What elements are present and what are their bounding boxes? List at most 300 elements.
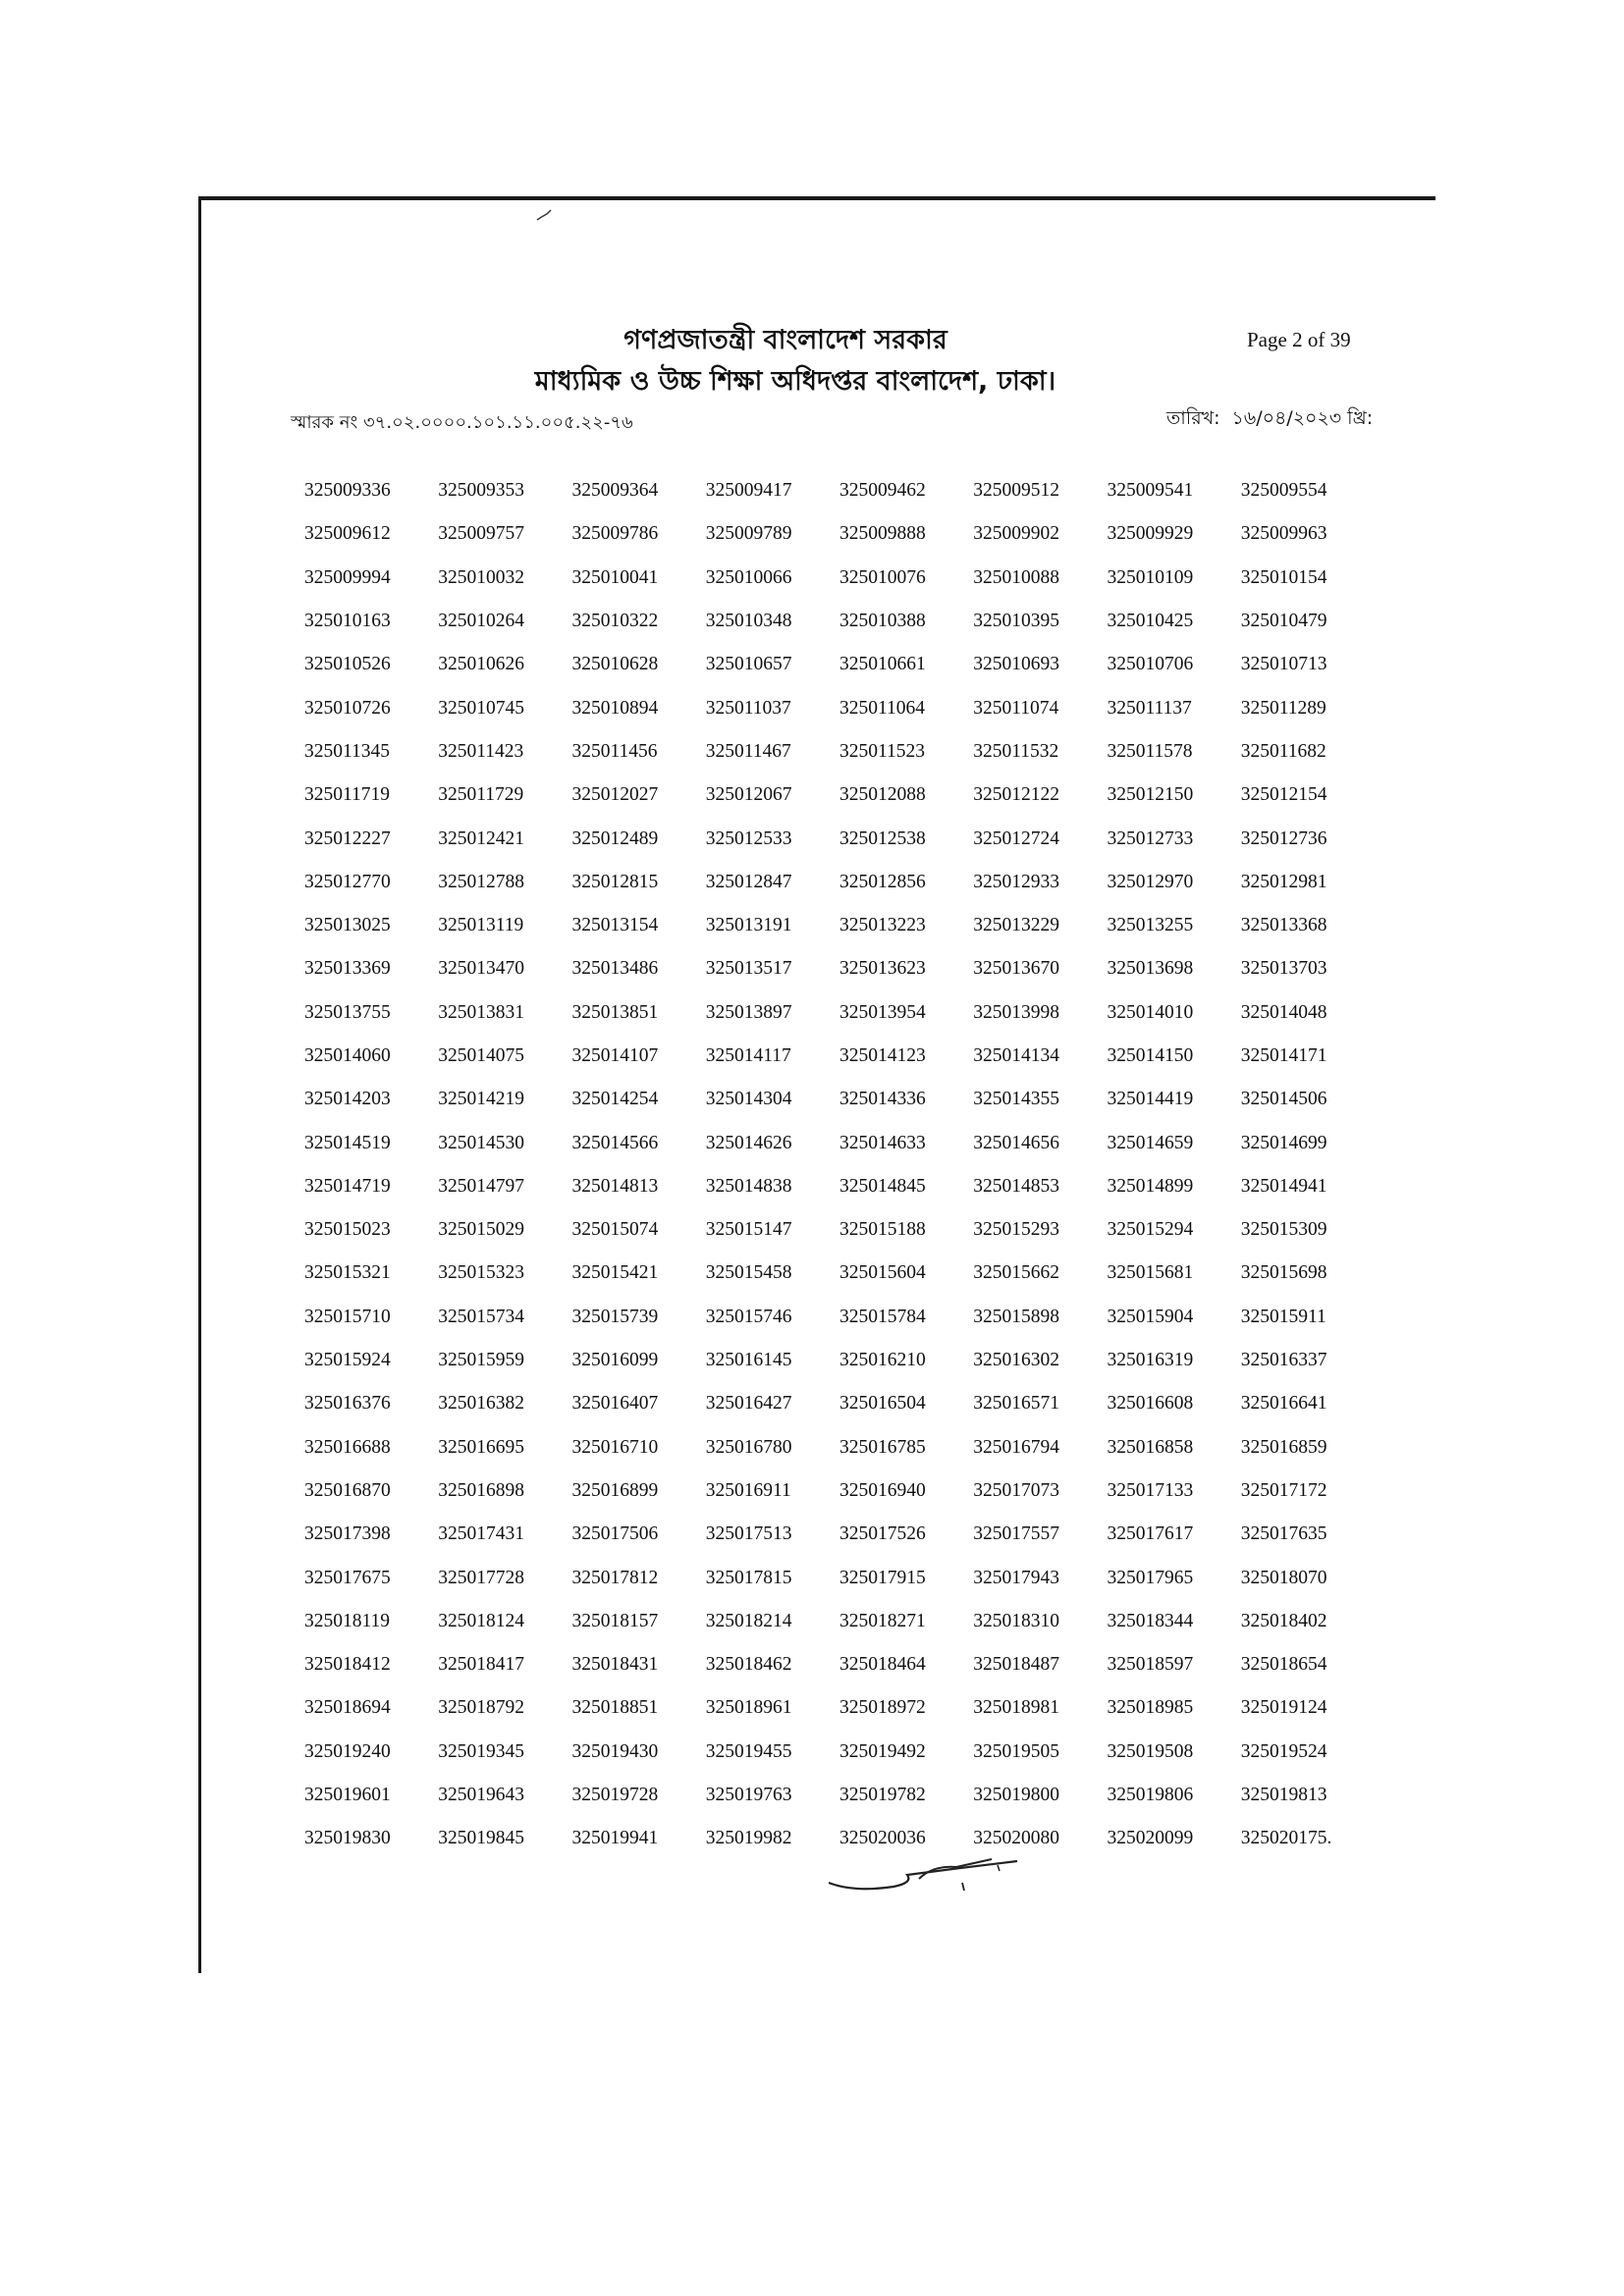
roll-number-cell: 325010425 (1107, 611, 1194, 632)
roll-number-cell: 325011137 (1107, 697, 1192, 719)
roll-number-cell: 325016382 (438, 1393, 524, 1415)
roll-number-cell: 325017943 (973, 1567, 1059, 1588)
roll-number-cell: 325014530 (438, 1132, 524, 1153)
signature (825, 1845, 1021, 1904)
roll-number-table (304, 469, 1375, 1861)
roll-number-cell: 325018961 (705, 1697, 792, 1719)
roll-number-cell: 325015784 (839, 1306, 926, 1327)
roll-number-cell: 325012815 (571, 871, 659, 892)
roll-number-cell: 325018310 (973, 1610, 1059, 1631)
roll-number-cell: 325014633 (839, 1132, 926, 1153)
roll-number-cell: 325012122 (973, 784, 1059, 806)
roll-number-cell: 325015147 (705, 1219, 792, 1241)
roll-number-cell: 325009902 (973, 523, 1059, 545)
roll-number-cell: 325014171 (1240, 1045, 1327, 1066)
roll-number-cell: 325017915 (839, 1567, 926, 1588)
table-row (304, 1078, 1375, 1121)
roll-number-cell: 325017506 (571, 1523, 659, 1545)
roll-number-cell: 325009757 (438, 523, 524, 545)
roll-number-cell: 325015604 (839, 1262, 926, 1284)
roll-number-cell: 325016608 (1107, 1393, 1194, 1415)
table-row (304, 1426, 1375, 1469)
roll-number-cell: 325016794 (973, 1436, 1059, 1458)
roll-number-cell: 325019455 (705, 1740, 792, 1762)
roll-number-cell: 325010041 (571, 566, 659, 588)
roll-number-cell: 325018972 (839, 1697, 926, 1719)
roll-number-cell: 325010713 (1240, 654, 1327, 675)
roll-number-cell: 325015746 (705, 1306, 792, 1327)
roll-number-cell: 325017728 (438, 1567, 524, 1588)
roll-number-cell: 325013897 (705, 1001, 792, 1023)
roll-number-cell: 325010726 (304, 697, 391, 719)
roll-number-cell: 325010109 (1107, 566, 1194, 588)
roll-number-cell: 325017965 (1107, 1567, 1194, 1588)
roll-number-cell: 325019508 (1107, 1740, 1194, 1762)
roll-number-cell: 325010348 (705, 611, 792, 632)
roll-number-cell: 325012847 (705, 871, 792, 892)
roll-number-cell: 325013670 (973, 958, 1059, 980)
roll-number-cell: 325009963 (1240, 523, 1327, 545)
table-row (304, 1513, 1375, 1556)
roll-number-cell: 325015924 (304, 1350, 391, 1371)
date-line (1166, 404, 1373, 436)
roll-number-cell: 325011423 (438, 740, 524, 762)
roll-number-cell: 325009512 (973, 480, 1059, 502)
roll-number-cell: 325013255 (1107, 915, 1194, 936)
roll-number-cell: 325012088 (839, 784, 926, 806)
roll-number-cell: 325012154 (1240, 784, 1327, 806)
roll-number-cell: 325012067 (705, 784, 792, 806)
roll-number-cell: 325014117 (705, 1045, 791, 1066)
roll-number-cell: 325012724 (973, 828, 1059, 849)
roll-number-cell: 325019492 (839, 1740, 926, 1762)
memo-number: স্মারক নং ৩৭.০২.০০০০.১০১.১১.০০৫.২২-৭৬ (291, 412, 633, 433)
roll-number-cell: 325012533 (705, 828, 792, 849)
roll-number-cell: 325018431 (571, 1654, 659, 1676)
roll-number-cell: 325014699 (1240, 1132, 1327, 1153)
roll-number-cell: 325019728 (571, 1785, 659, 1806)
table-row (304, 512, 1375, 556)
roll-number-cell: 325009353 (438, 480, 524, 502)
roll-number-cell: 325011719 (304, 784, 391, 806)
table-row (304, 1643, 1375, 1686)
roll-number-cell: 325010628 (571, 654, 659, 675)
roll-number-cell: 325011532 (973, 740, 1059, 762)
roll-number-cell: 325020080 (973, 1828, 1059, 1849)
table-row (304, 1339, 1375, 1382)
roll-number-cell: 325016302 (973, 1350, 1059, 1371)
roll-number-cell: 325013623 (839, 958, 926, 980)
roll-number-cell: 325013229 (973, 915, 1059, 936)
roll-number-cell: 325016145 (705, 1350, 792, 1371)
roll-number-cell: 325015293 (973, 1219, 1059, 1241)
roll-number-cell: 325010388 (839, 611, 926, 632)
roll-number-cell: 325018402 (1240, 1610, 1327, 1631)
roll-number-cell: 325018597 (1107, 1654, 1194, 1676)
roll-number-cell: 325016858 (1107, 1436, 1194, 1458)
table-row (304, 469, 1375, 512)
table-row (304, 730, 1375, 774)
roll-number-cell: 325012227 (304, 828, 391, 849)
roll-number-cell: 325016899 (571, 1479, 659, 1501)
roll-number-cell: 325015911 (1240, 1306, 1326, 1327)
roll-number-cell: 325013517 (705, 958, 792, 980)
roll-number-cell: 325016504 (839, 1393, 926, 1415)
roll-number-cell: 325014123 (839, 1045, 926, 1066)
roll-number-cell: 325012933 (973, 871, 1059, 892)
roll-number-cell: 325016785 (839, 1436, 926, 1458)
table-row (304, 774, 1375, 817)
table-row (304, 1296, 1375, 1339)
roll-number-cell: 325015321 (304, 1262, 391, 1284)
roll-number-cell: 325017172 (1240, 1479, 1327, 1501)
roll-number-cell: 325017815 (705, 1567, 792, 1588)
roll-number-cell: 325018119 (304, 1610, 391, 1631)
roll-number-cell: 325013119 (438, 915, 524, 936)
roll-number-cell: 325014075 (438, 1045, 524, 1066)
roll-number-cell: 325015662 (973, 1262, 1059, 1284)
roll-number-cell: 325010088 (973, 566, 1059, 588)
roll-number-cell: 325011037 (705, 697, 791, 719)
roll-number-cell: 325011467 (705, 740, 791, 762)
roll-number-cell: 325014719 (304, 1175, 391, 1197)
table-row (304, 1469, 1375, 1513)
table-row (304, 686, 1375, 729)
roll-number-cell: 325014150 (1107, 1045, 1194, 1066)
roll-number-cell: 325015898 (973, 1306, 1059, 1327)
roll-number-cell: 325019643 (438, 1785, 524, 1806)
roll-number-cell: 325015188 (839, 1219, 926, 1241)
roll-number-cell: 325017073 (973, 1479, 1059, 1501)
roll-number-cell: 325016898 (438, 1479, 524, 1501)
roll-number-cell: 325016859 (1240, 1436, 1327, 1458)
table-row (304, 1382, 1375, 1425)
roll-number-cell: 325010479 (1240, 611, 1327, 632)
roll-number-cell: 325010693 (973, 654, 1059, 675)
roll-number-cell: 325013154 (571, 915, 659, 936)
roll-number-cell: 325016571 (973, 1393, 1059, 1415)
roll-number-cell: 325019782 (839, 1785, 926, 1806)
roll-number-cell: 325017675 (304, 1567, 391, 1588)
roll-number-cell: 325009336 (304, 480, 391, 502)
roll-number-cell: 325010745 (438, 697, 524, 719)
roll-number-cell: 325015023 (304, 1219, 391, 1241)
roll-number-cell: 325018981 (973, 1697, 1059, 1719)
table-row (304, 557, 1375, 600)
roll-number-cell: 325015698 (1240, 1262, 1327, 1284)
roll-number-cell: 325009541 (1107, 480, 1194, 502)
date-label: তারিখ: (1166, 407, 1220, 429)
roll-number-cell: 325012027 (571, 784, 659, 806)
roll-number-cell: 325009789 (705, 523, 792, 545)
roll-number-cell: 325016376 (304, 1393, 391, 1415)
roll-number-cell: 325013368 (1240, 915, 1327, 936)
roll-number-cell: 325014853 (973, 1175, 1059, 1197)
roll-number-cell: 325014304 (705, 1089, 792, 1110)
roll-number-cell: 325010066 (705, 566, 792, 588)
roll-number-cell: 325018464 (839, 1654, 926, 1676)
table-row (304, 1035, 1375, 1078)
table-row (304, 991, 1375, 1035)
directorate-title: মাধ্যমিক ও উচ্চ শিক্ষা অধিদপ্তর বাংলাদেশ, ঢাকা। (534, 366, 1056, 397)
table-row (304, 861, 1375, 904)
roll-number-cell: 325011074 (973, 697, 1059, 719)
table-row (304, 1600, 1375, 1643)
roll-number-cell: 325011523 (839, 740, 926, 762)
roll-number-cell: 325011456 (571, 740, 658, 762)
roll-number-cell: 325020099 (1107, 1828, 1194, 1849)
roll-number-cell: 325016780 (705, 1436, 792, 1458)
table-row (304, 1165, 1375, 1208)
roll-number-cell: 325013191 (705, 915, 792, 936)
roll-number-cell: 325009929 (1107, 523, 1194, 545)
roll-number-cell: 325009462 (839, 480, 926, 502)
roll-number-cell: 325014219 (438, 1089, 524, 1110)
roll-number-cell: 325012788 (438, 871, 524, 892)
roll-number-cell: 325014107 (571, 1045, 659, 1066)
roll-number-cell: 325017398 (304, 1523, 391, 1545)
roll-number-cell: 325018214 (705, 1610, 792, 1631)
roll-number-cell: 325011289 (1240, 697, 1326, 719)
roll-number-cell: 325012421 (438, 828, 524, 849)
roll-number-cell: 325010626 (438, 654, 524, 675)
roll-number-cell: 325018157 (571, 1610, 659, 1631)
roll-number-cell: 325014519 (304, 1132, 391, 1153)
roll-number-cell: 325014134 (973, 1045, 1059, 1066)
roll-number-cell: 325013703 (1240, 958, 1327, 980)
roll-number-cell: 325016641 (1240, 1393, 1327, 1415)
roll-number-cell: 325010163 (304, 611, 391, 632)
table-row (304, 643, 1375, 686)
roll-number-cell: 325020036 (839, 1828, 926, 1849)
table-row (304, 600, 1375, 643)
roll-number-cell: 325018462 (705, 1654, 792, 1676)
roll-number-cell: 325018792 (438, 1697, 524, 1719)
roll-number-cell: 325014626 (705, 1132, 792, 1153)
roll-number-cell: 325014203 (304, 1089, 391, 1110)
roll-number-cell: 325016319 (1107, 1350, 1194, 1371)
roll-number-cell: 325016427 (705, 1393, 792, 1415)
roll-number-cell: 325016870 (304, 1479, 391, 1501)
roll-number-cell: 325015294 (1107, 1219, 1194, 1241)
roll-number-cell: 325016407 (571, 1393, 659, 1415)
roll-number-cell: 325009612 (304, 523, 391, 545)
roll-number-cell: 325015739 (571, 1306, 659, 1327)
roll-number-cell: 325018412 (304, 1654, 391, 1676)
roll-number-cell: 325019240 (304, 1740, 391, 1762)
roll-number-cell: 325019845 (438, 1828, 524, 1849)
roll-number-cell: 325020175. (1240, 1828, 1332, 1849)
roll-number-cell: 325010657 (705, 654, 792, 675)
roll-number-cell: 325010322 (571, 611, 659, 632)
roll-number-cell: 325019806 (1107, 1785, 1194, 1806)
roll-number-cell: 325017617 (1107, 1523, 1194, 1545)
roll-number-cell: 325011345 (304, 740, 391, 762)
roll-number-cell: 325018271 (839, 1610, 926, 1631)
page-number: Page 2 of 39 (1247, 328, 1351, 351)
roll-number-cell: 325010154 (1240, 566, 1327, 588)
roll-number-cell: 325015458 (705, 1262, 792, 1284)
roll-number-cell: 325019524 (1240, 1740, 1327, 1762)
roll-number-cell: 325010032 (438, 566, 524, 588)
roll-number-cell: 325012970 (1107, 871, 1194, 892)
roll-number-cell: 325009888 (839, 523, 926, 545)
stray-ink-mark (535, 208, 555, 222)
roll-number-cell: 325012981 (1240, 871, 1327, 892)
roll-number-cell: 325016099 (571, 1350, 659, 1371)
roll-number-cell: 325010894 (571, 697, 659, 719)
roll-number-cell: 325010076 (839, 566, 926, 588)
roll-number-cell: 325009417 (705, 480, 792, 502)
roll-number-cell: 325015323 (438, 1262, 524, 1284)
roll-number-cell: 325014797 (438, 1175, 524, 1197)
roll-number-cell: 325014010 (1107, 1001, 1194, 1023)
roll-number-cell: 325013851 (571, 1001, 659, 1023)
roll-number-cell: 325016337 (1240, 1350, 1327, 1371)
roll-number-cell: 325012150 (1107, 784, 1194, 806)
roll-number-table-body (304, 469, 1375, 1861)
roll-number-cell: 325012856 (839, 871, 926, 892)
roll-number-cell: 325015681 (1107, 1262, 1194, 1284)
roll-number-cell: 325017635 (1240, 1523, 1327, 1545)
left-border-rule (198, 196, 201, 1973)
roll-number-cell: 325012736 (1240, 828, 1327, 849)
roll-number-cell: 325018487 (973, 1654, 1059, 1676)
roll-number-cell: 325017557 (973, 1523, 1059, 1545)
roll-number-cell: 325015309 (1240, 1219, 1327, 1241)
roll-number-cell: 325018985 (1107, 1697, 1194, 1719)
roll-number-cell: 325019505 (973, 1740, 1059, 1762)
roll-number-cell: 325013470 (438, 958, 524, 980)
table-row (304, 1252, 1375, 1295)
roll-number-cell: 325015029 (438, 1219, 524, 1241)
roll-number-cell: 325018344 (1107, 1610, 1194, 1631)
roll-number-cell: 325016210 (839, 1350, 926, 1371)
roll-number-cell: 325009554 (1240, 480, 1327, 502)
roll-number-cell: 325015421 (571, 1262, 659, 1284)
roll-number-cell: 325009994 (304, 566, 391, 588)
roll-number-cell: 325012538 (839, 828, 926, 849)
table-row (304, 1686, 1375, 1730)
roll-number-cell: 325013223 (839, 915, 926, 936)
roll-number-cell: 325014060 (304, 1045, 391, 1066)
roll-number-cell: 325014048 (1240, 1001, 1327, 1023)
table-row (304, 1731, 1375, 1774)
roll-number-cell: 325018070 (1240, 1567, 1327, 1588)
table-row (304, 1556, 1375, 1599)
roll-number-cell: 325015074 (571, 1219, 659, 1241)
table-row (304, 947, 1375, 990)
roll-number-cell: 325013486 (571, 958, 659, 980)
roll-number-cell: 325016940 (839, 1479, 926, 1501)
roll-number-cell: 325019763 (705, 1785, 792, 1806)
roll-number-cell: 325017526 (839, 1523, 926, 1545)
roll-number-cell: 325015904 (1107, 1306, 1194, 1327)
roll-number-cell: 325019430 (571, 1740, 659, 1762)
roll-number-cell: 325013755 (304, 1001, 391, 1023)
roll-number-cell: 325013954 (839, 1001, 926, 1023)
roll-number-cell: 325014566 (571, 1132, 659, 1153)
roll-number-cell: 325014845 (839, 1175, 926, 1197)
roll-number-cell: 325011729 (438, 784, 524, 806)
roll-number-cell: 325018124 (438, 1610, 524, 1631)
roll-number-cell: 325013998 (973, 1001, 1059, 1023)
roll-number-cell: 325009786 (571, 523, 659, 545)
roll-number-cell: 325014656 (973, 1132, 1059, 1153)
roll-number-cell: 325016911 (705, 1479, 791, 1501)
roll-number-cell: 325019982 (705, 1828, 792, 1849)
roll-number-cell: 325014336 (839, 1089, 926, 1110)
top-border-rule (198, 196, 1435, 200)
roll-number-cell: 325019601 (304, 1785, 391, 1806)
table-row (304, 817, 1375, 860)
table-row (304, 1121, 1375, 1164)
roll-number-cell: 325013369 (304, 958, 391, 980)
roll-number-cell: 325014941 (1240, 1175, 1327, 1197)
table-row (304, 904, 1375, 947)
roll-number-cell: 325018851 (571, 1697, 659, 1719)
roll-number-cell: 325019813 (1240, 1785, 1327, 1806)
roll-number-cell: 325014899 (1107, 1175, 1194, 1197)
roll-number-cell: 325018417 (438, 1654, 524, 1676)
roll-number-cell: 325012770 (304, 871, 391, 892)
roll-number-cell: 325018654 (1240, 1654, 1327, 1676)
roll-number-cell: 325010264 (438, 611, 524, 632)
roll-number-cell: 325010706 (1107, 654, 1194, 675)
roll-number-cell: 325015959 (438, 1350, 524, 1371)
roll-number-cell: 325018694 (304, 1697, 391, 1719)
roll-number-cell: 325019124 (1240, 1697, 1327, 1719)
roll-number-cell: 325019345 (438, 1740, 524, 1762)
roll-number-cell: 325016695 (438, 1436, 524, 1458)
roll-number-cell: 325016688 (304, 1436, 391, 1458)
roll-number-cell: 325009364 (571, 480, 659, 502)
roll-number-cell: 325013698 (1107, 958, 1194, 980)
roll-number-cell: 325012733 (1107, 828, 1194, 849)
roll-number-cell: 325014355 (973, 1089, 1059, 1110)
table-row (304, 1774, 1375, 1817)
roll-number-cell: 325014838 (705, 1175, 792, 1197)
roll-number-cell: 325016710 (571, 1436, 659, 1458)
roll-number-cell: 325014419 (1107, 1089, 1194, 1110)
roll-number-cell: 325019941 (571, 1828, 659, 1849)
roll-number-cell: 325013025 (304, 915, 391, 936)
roll-number-cell: 325019800 (973, 1785, 1059, 1806)
roll-number-cell: 325017133 (1107, 1479, 1194, 1501)
roll-number-cell: 325014813 (571, 1175, 659, 1197)
roll-number-cell: 325014659 (1107, 1132, 1194, 1153)
government-title: গণপ্রজাতন্ত্রী বাংলাদেশ সরকার (623, 325, 947, 355)
table-row (304, 1208, 1375, 1252)
roll-number-cell: 325010526 (304, 654, 391, 675)
roll-number-cell: 325012489 (571, 828, 659, 849)
roll-number-cell: 325011578 (1107, 740, 1193, 762)
roll-number-cell: 325017431 (438, 1523, 524, 1545)
roll-number-cell: 325011682 (1240, 740, 1326, 762)
roll-number-cell: 325017513 (705, 1523, 792, 1545)
roll-number-cell: 325014254 (571, 1089, 659, 1110)
roll-number-cell: 325015710 (304, 1306, 391, 1327)
date-value: ১৬/০৪/২০২৩ খ্রি: (1231, 407, 1374, 429)
roll-number-cell: 325010661 (839, 654, 926, 675)
roll-number-cell: 325015734 (438, 1306, 524, 1327)
roll-number-cell: 325019830 (304, 1828, 391, 1849)
roll-number-cell: 325014506 (1240, 1089, 1327, 1110)
roll-number-cell: 325011064 (839, 697, 926, 719)
roll-number-cell: 325013831 (438, 1001, 524, 1023)
roll-number-cell: 325017812 (571, 1567, 659, 1588)
roll-number-cell: 325010395 (973, 611, 1059, 632)
